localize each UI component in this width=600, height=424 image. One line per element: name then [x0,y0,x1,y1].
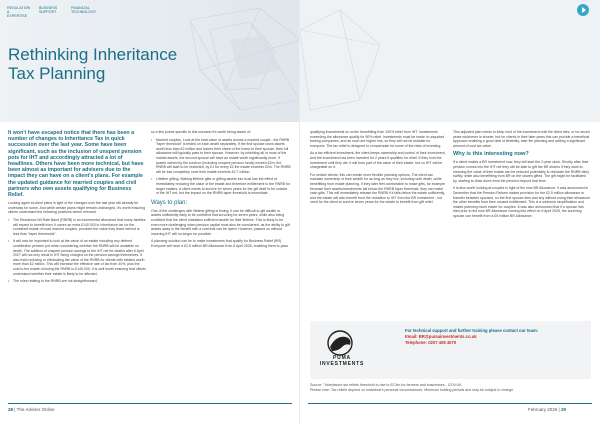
footer-rule [8,403,292,404]
source-line: Source: "Inheritance tax reliefs threshold to rise to £2.5m for farmers and businesses - GOV.UK. [310,383,463,387]
contact-headline: For technical support and further training please contact our team: [405,328,539,333]
body-paragraph: This adjusted plan needs to keep hold of the investment until the client dies, or for seven years whichever is shorter, but for clients in their later years this can provide a beneficial approach enabling a good deal of flexibility, later life planning and adding a significant amount of cost tax value. [453,130,590,148]
hero-image [0,0,300,122]
email-link[interactable]: BR@pumainvestments.co.uk [418,334,477,339]
lead-paragraph: It won't have escaped notice that there has been a number of changes to Inheritance Tax in quick succession over the last year. Some have been significant, such as the inclusion of unspent pension pots for IHT and accordingly attracted a lot of headlines. Others have been more technical, but have been almost as important for advisers due to the impact they can have on a client's plans. For example the updated guidance for married couples and civil partners who own assets qualifying for Business Relief. [8,130,144,199]
footer-separator: | [558,407,561,412]
telephone-number[interactable]: 0207 408 4070 [428,340,457,345]
email-label: Email: [405,334,418,339]
column-2 [151,130,291,251]
bullet-item: • It will now be important to look at the value of an estate including any defined contribution pension pot when considering whether the RNRB will be available on death. The addition of unspent pension savings to the IHT net for deaths after 6 April 2027 will not only result in IHT being charged on the pension savings themselves. It also risks reducing or eliminating the value of the RNRB for clients with estates worth more than £2 million. This will increase the effective rate of tax from 40%, plus the cost to the estate of losing the RNRB to £140,000. It is well worth ensuring that clients understand whether their estate is likely to be affected. [8,239,146,276]
puma-brand [314,355,370,367]
telephone-line [405,340,538,346]
body-paragraph: so a few points specific to this scenario it's worth being aware of: [151,130,252,134]
bullet-list [151,138,291,196]
category-tag[interactable]: FINANCIAL TECHNOLOGY [71,6,97,14]
bullet-item: • The Residence Nil Rate Band (RNRB) is an incremental allowance that many families will expect to benefit from. It saves an extra £140,000 in Inheritance tax for the combined estate of most married couples, provided the value they leave behind is less than "taper thresholds". [8,218,146,236]
section-heading: Ways to plan: [151,199,188,206]
page-number: 29 [560,407,566,412]
play-icon[interactable] [577,4,589,16]
issue-date: February 2026 [528,407,558,412]
body-paragraph: qualifying investments on under benefitting from 100% relief from IHT. Investments exceeding the allowance qualify for 50% relief. Investments must be made in unquoted trading companies, and as such are higher risk, so they will not be suitable for everyone. The tax relief is designed to compensate for some of the risks of investing. [310,130,445,148]
telephone-label: Telephone: [405,340,428,345]
risk-warning: Please note: Tax reliefs depend on individual's personal circumstances. Minimum holding periods and may be subject to change. [310,388,515,392]
category-tags [7,6,97,18]
body-paragraph: One of the challenges with lifetime gifting is timing. It can be difficult to gift wealth or assets sufficiently early to be confident that surviving for seven years, while also being confident that the client maintains sufficient wealth for their lifetime. This is likely to be even more challenging when pension capital must also be considered, as the ability to gift assets away is the benefit with a cost that can be spent. However, passed on without incurring IHT will no longer be possible. [151,208,290,236]
footer-separator: | [14,407,17,412]
brand-sub: INVESTMENTS [319,361,365,367]
puma-contact-box [310,321,591,379]
contact-info [405,328,538,346]
bullet-list [8,218,146,284]
bullet-item: • The rules relating to the RNRB are not straightforward, [8,279,146,284]
hero-image-right [300,0,600,122]
column-1 [8,130,146,287]
publication-name: The Adviser Online [16,407,55,412]
title-line: Rethinking Inheritance [8,45,178,64]
body-paragraph: It is also worth looking at couples in light of the new BR Allowance. It was announced in December that the Pension Reform makes provision for the £2.5 million allowance to transfer between spouses, so the first spouse dies and any without using their allowance the other benefits from their unused entitlement. This is a welcome simplification and makes planning much easier for couples. It was also announced that if a spouse has died prior to the new BR Allowance coming into effect on 6 April 2026, the surviving spouse can benefit from a £5 million BR Allowance. [453,186,590,218]
footer-right [528,407,566,412]
body-paragraph: Looking again at client plans in light of the changes over the last year will already be underway for some. And while certain plans might remain unchanged, it's worth ensuring clients understand the following positions where relevant: [8,201,146,215]
body-paragraph: A planning solution can be to make investments that qualify for Business Relief (BR). Everyone will have a £2.5 million BR Allowance from 6 April 2026, enabling them to pass [151,239,288,248]
body-paragraph: As a tax efficient investment, the client keeps ownership and control of their investment, and the investment has been invested for 2 years it qualifies for relief. If they hold the investment until they die, it will form part of the value of their estate, but no IHT will be chargeable on it. [310,151,446,170]
bullet-item: • Lifetime gifting. Making lifetime gifts or gifting assets into trust has the effect of immediately reducing the value of the estate and therefore entitlement to the RNRB for larger estates. A client needs to survive for seven years for the gift itself to be outside of the IHT net, but the impact on the RNRB taper threshold is immediate. [151,177,291,195]
article-title [8,45,268,83]
column-4 [453,130,591,222]
source-notes [310,383,590,393]
hero-background-graphic [300,0,600,122]
category-tag[interactable]: BUSINESS SUPPORT [39,6,58,14]
brand-name: PUMA [333,355,351,361]
category-tag[interactable]: REGULATION & EXPERTISE [7,6,31,18]
section-heading: Why is this interesting now? [453,151,529,158]
footer-rule [308,403,592,404]
bullet-item: • Married couples. Look at the total value of assets across a married couple - the RNRB "taper threshold" is tested on each death separately. If the first spouse owns assets worth less than £2 million and leaves their share of the home to their spouse, their full allowance will typically pass to their spouse. However, by inheriting all or most of the marital assets, the second spouse will have an estate worth significantly more. If assets owned by the survivor (including unspent pension funds) exceed £2m, the RNRB will start to be restricted, by £1 for every £2 the estate exceeds £2m. The RNRB will be lost completely once their estate exceeds £2.7 million. [151,138,291,175]
column-3 [310,130,446,208]
body-paragraph: If a client makes a BR investment now, they will start the 2-year clock. Shortly after their pension comes into the IHT net they will be able to gift the BR shares if they want to, meaning the value of their estate can be reduced potentially to reinstate the RNRB fairly swiftly, while also benefitting from BR on the shares gifted. The gift might be facilitated by, starting to draw down from the pension beyond that time. [453,160,589,183]
title-line: Tax Planning [8,64,106,83]
page-number: 28 [8,407,14,412]
body-paragraph: For certain clients, this can create more flexible planning options. The client can maintain ownership of their wealth for as long as they live, including until death, while benefitting from estate planning. If they later feel comfortable to make gifts, for example because their assets/investments fall below the RNRB taper threshold, they can make cash gifts. This will immediately release the RNRB if it falls below the estate sufficiently, and the estate will also benefit from the reduction to IHT from the BR investment - not need for the client to survive seven years for the estate to benefit from gift relief. [310,172,446,205]
footer-left [8,407,55,412]
